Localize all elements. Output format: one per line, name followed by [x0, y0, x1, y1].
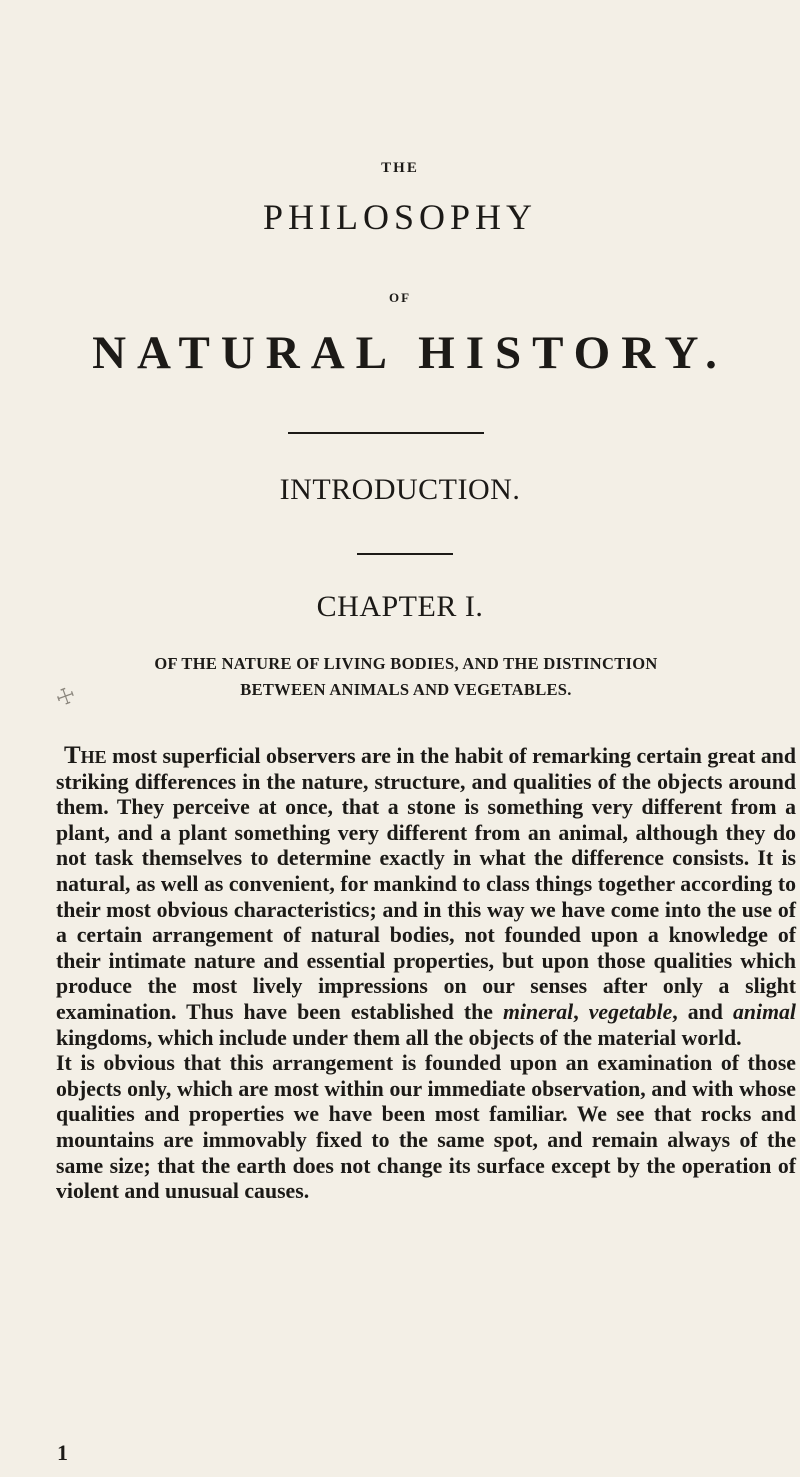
- title-divider-rule: [288, 432, 484, 434]
- title-of: OF: [388, 290, 412, 305]
- body-paragraph-2: It is obvious that this arrangement is founded upon an examination of those objects only, which are most within our immediate observation, and with whose qualities and properties we have been most familiar. We see that rocks and mountains are immovably fixed to the same spot, and remain always of the same size; that the earth does not change its surface except by the operation of violent and unusual causes.: [56, 1051, 796, 1204]
- chapter-heading: CHAPTER I.: [316, 590, 484, 623]
- title-philosophy: PHILOSOPHY: [262, 197, 538, 237]
- chapter-title: [42, 651, 770, 703]
- body-paragraph-1-text-a: most superficial observers are in the habit of remarking certain great and striking differences in the nature, structure, and qualities of the objects around them. They perceive at once, that a stone is something very different from a plant, and a plant something very different from an animal, although they do not task themselves to determine exactly in what the difference consists. It is natural, as well as convenient, for mankind to class things together according to their most obvious characteristics; and in this way we have come into the use of a certain arrangement of natural bodies, not founded upon a knowledge of their intimate nature and essential properties, but upon those qualities which produce the most lively impressions on our senses after only a slight examination. Thus have been established the: [56, 744, 796, 1024]
- term-animal: animal: [733, 999, 796, 1024]
- title-the: THE: [381, 160, 419, 176]
- term-mineral: mineral: [502, 999, 574, 1024]
- chapter-divider-rule: [357, 553, 453, 555]
- chapter-title-line-1: OF THE NATURE OF LIVING BODIES, AND THE DISTINCTION: [154, 654, 658, 673]
- chapter-title-line-2: BETWEEN ANIMALS AND VEGETABLES.: [240, 680, 572, 699]
- body-paragraph-1-sep-1: ,: [573, 999, 589, 1024]
- title-natural-history: NATURAL HISTORY.: [92, 327, 728, 379]
- body-paragraph-1: [56, 743, 796, 1051]
- term-vegetable: vegetable: [588, 999, 673, 1024]
- printer-signature-mark: 1: [57, 1440, 68, 1465]
- chapter-body: [56, 743, 796, 1205]
- body-paragraph-1-sep-2: , and: [672, 999, 733, 1024]
- ink-stamp-mark: ☩: [52, 682, 80, 713]
- introduction-heading: INTRODUCTION.: [279, 473, 521, 506]
- body-paragraph-1-text-b: kingdoms, which include under them all the objects of the material world.: [56, 1025, 742, 1050]
- paragraph-initial-word: The: [64, 742, 107, 769]
